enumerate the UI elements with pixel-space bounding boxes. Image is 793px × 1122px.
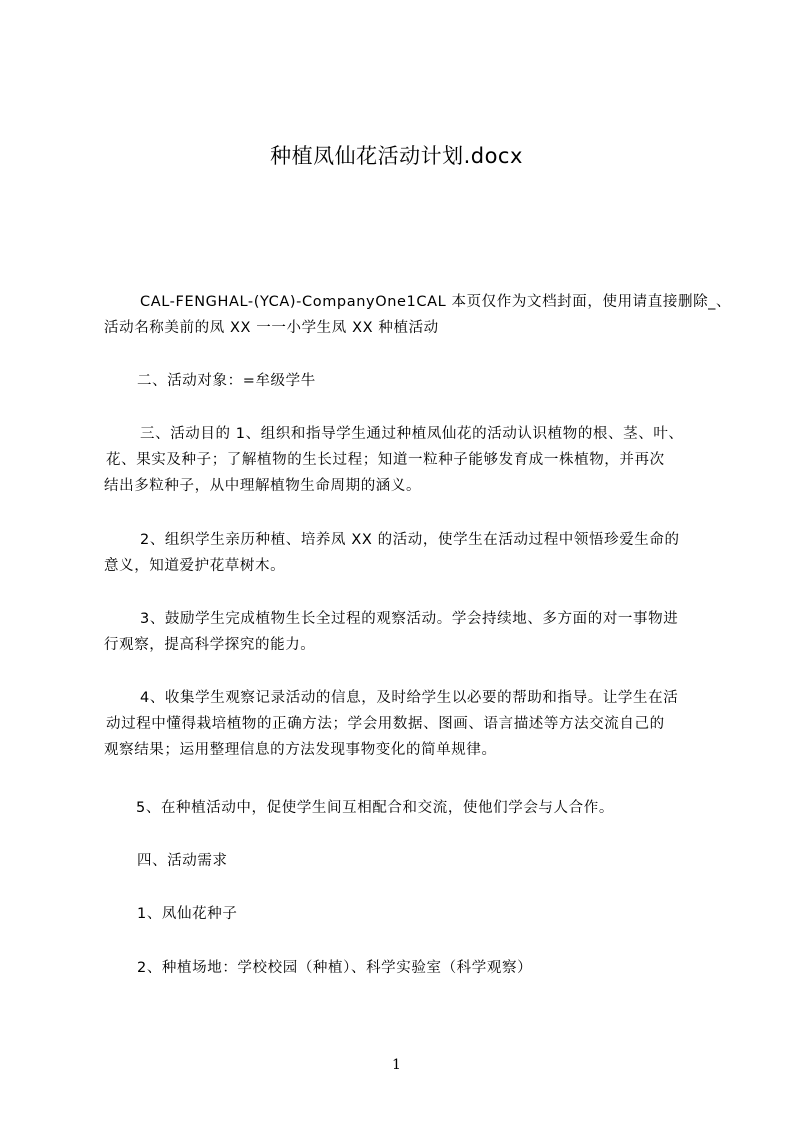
paragraph-line: 2、种植场地：学校校园（种植）、科学实验室（科学观察） — [137, 960, 533, 976]
document-title: 种植凤仙花活动计划.docx — [270, 144, 523, 168]
paragraph-purpose-1 — [104, 421, 708, 499]
paragraph-line: 2、组织学生亲历种植、培养凤 XX 的活动，使学生在活动过程中领悟珍爱生命的 — [140, 532, 680, 548]
paragraph-line: 活动名称美前的凤 XX 一一小学生凤 XX 种植活动 — [104, 320, 439, 336]
paragraph-line: 5、在种植活动中，促使学生间互相配合和交流，使他们学会与人合作。 — [136, 800, 614, 816]
paragraph-line: 四、活动需求 — [137, 853, 228, 869]
paragraph-line: 结出多粒种子，从中理解植物生命周期的涵义。 — [104, 478, 422, 494]
paragraph-activity-target — [104, 368, 708, 394]
paragraph-purpose-5 — [104, 795, 708, 821]
paragraph-line: 三、活动目的 1、组织和指导学生通过种植凤仙花的活动认识植物的根、茎、叶、 — [140, 426, 684, 442]
paragraph-purpose-4 — [104, 685, 708, 763]
paragraph-need-2 — [104, 955, 708, 981]
paragraph-needs-heading — [104, 848, 708, 874]
paragraph-line: 花、果实及种子；了解植物的生长过程；知道一粒种子能够发育成一株植物，并再次 — [106, 452, 665, 468]
paragraph-need-1 — [104, 901, 708, 927]
paragraph-line: 4、收集学生观察记录活动的信息，及时给学生以必要的帮助和指导。让学生在活 — [140, 690, 679, 706]
paragraph-line: 行观察，提高科学探究的能力。 — [104, 637, 316, 653]
paragraph-line: 观察结果；运用整理信息的方法发现事物变化的简单规律。 — [104, 742, 497, 758]
paragraph-line: 二、活动对象：=牟级学牛 — [137, 373, 316, 389]
paragraph-purpose-2 — [104, 527, 708, 579]
paragraph-line: 意义，知道爱护花草树木。 — [104, 558, 286, 574]
paragraph-purpose-3 — [104, 606, 708, 658]
paragraph-line: 1、凤仙花种子 — [137, 906, 238, 922]
paragraph-cover-note — [104, 289, 732, 341]
page-number: 1 — [392, 1057, 401, 1073]
paragraph-line: CAL-FENGHAL-(YCA)-CompanyOne1CAL 本页仅作为文档封面，使用请直接删除_、 — [140, 294, 732, 310]
paragraph-line: 动过程中懂得栽培植物的正确方法；学会用数据、图画、语言描述等方法交流自己的 — [106, 716, 665, 732]
paragraph-line: 3、鼓励学生完成植物生长全过程的观察活动。学会持续地、多方面的对一事物进 — [140, 611, 679, 627]
